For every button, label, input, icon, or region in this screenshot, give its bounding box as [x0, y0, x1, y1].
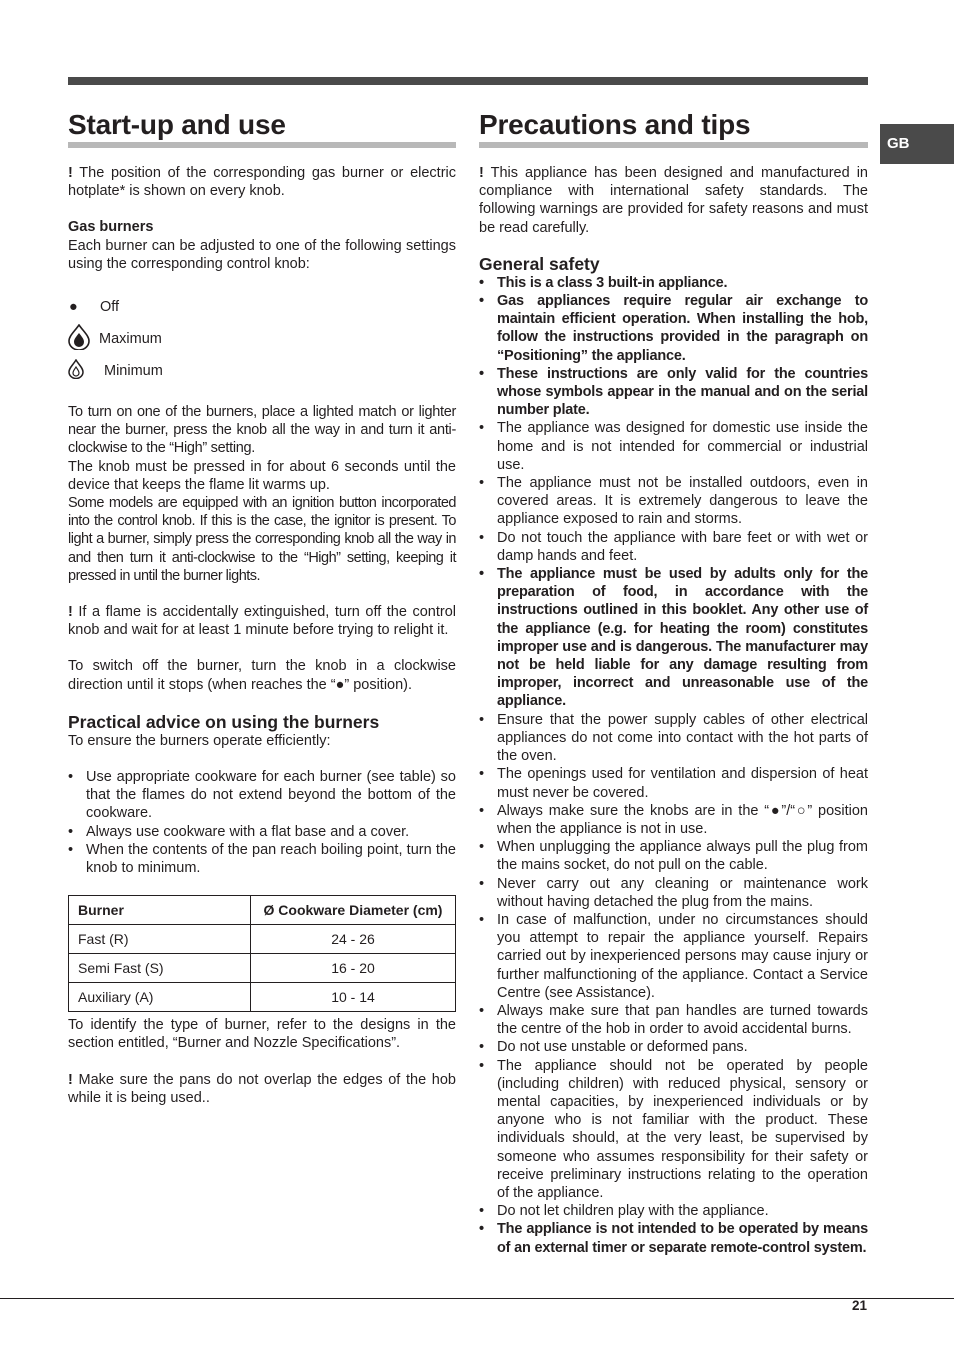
setting-off: ● Off: [69, 299, 120, 316]
pans-warning: ! Make sure the pans do not overlap the edges of the hob while it is being used..: [68, 1071, 456, 1106]
precautions-intro: ! This appliance has been designed and manufactured in compliance with international safety standards. The following warnings are provided for safety reasons and must be read carefully.: [479, 165, 868, 236]
setting-minimum: Minimum: [68, 355, 456, 387]
left-column: [68, 110, 456, 1107]
table-cell: Fast (R): [69, 925, 251, 954]
table-header-burner: Burner: [69, 896, 251, 925]
general-safety-heading: General safety: [479, 253, 600, 274]
flame-warning: ! If a flame is accidentally extinguished, turn off the control knob and wait for at least 1 minute before trying to relight it.: [68, 604, 456, 639]
section-title-startup: Start-up and use: [68, 110, 456, 148]
table-cell: Semi Fast (S): [69, 954, 251, 983]
identify-paragraph: To identify the type of burner, refer to the designs in the section entitled, “Burner and Nozzle Specifications”.: [68, 1017, 456, 1052]
list-item: • Never carry out any cleaning or maintenance work without having detached the plug from the mains.: [479, 875, 868, 911]
setting-maximum: Maximum: [68, 323, 456, 355]
list-item: • Always use cookware with a flat base and a cover.: [68, 823, 456, 841]
list-item: • This is a class 3 built-in appliance.: [479, 274, 868, 292]
small-flame-icon: [68, 359, 92, 383]
right-column: [479, 110, 868, 1257]
list-item: • Do not let children play with the appliance.: [479, 1202, 868, 1220]
table-cell: 16 - 20: [251, 954, 456, 983]
advice-heading: Practical advice on using the burners: [68, 711, 380, 732]
off-dot-icon: ●: [69, 299, 78, 316]
list-item: • Always make sure the knobs are in the “●”/“○” position when the appliance is not in use.: [479, 802, 868, 838]
page-number: 21: [852, 1298, 868, 1313]
large-flame-icon: [68, 324, 92, 354]
intro-paragraph: ! The position of the corresponding gas burner or electric hotplate* is shown on every knob.: [68, 165, 456, 200]
table-cell: 24 - 26: [251, 925, 456, 954]
list-item: • Always make sure that pan handles are turned towards the centre of the hob in order to avoid accidental burns.: [479, 1002, 868, 1038]
footer-rule: [0, 1298, 954, 1299]
list-item: • Gas appliances require regular air exchange to maintain efficient operation. When installing the hob, follow the instructions provided in the paragraph on “Positioning” the appliance.: [479, 292, 868, 365]
safety-list: [479, 274, 868, 1257]
table-header-diameter: Ø Cookware Diameter (cm): [251, 896, 456, 925]
advice-list: [68, 768, 456, 877]
table-cell: 10 - 14: [251, 983, 456, 1012]
list-item: • The openings used for ventilation and dispersion of heat must never be covered.: [479, 765, 868, 801]
list-item: • Do not touch the appliance with bare feet or with wet or damp hands and feet.: [479, 529, 868, 565]
list-item: • The appliance must not be installed outdoors, even in covered areas. It is extremely dangerous to leave the appliance exposed to rain and storms.: [479, 474, 868, 529]
top-rule: [68, 77, 868, 85]
list-item: • When unplugging the appliance always pull the plug from the mains socket, do not pull on the cable.: [479, 838, 868, 874]
turn-on-paragraph-3: Some models are equipped with an ignition button incorporated into the control knob. If this is the case, the ignitor is present. To light a burner, simply press the corresponding knob all the way in and then turn it anti-clockwise to the “High” setting, keeping it pressed in until the burner lights.: [68, 495, 456, 584]
table-row: [69, 954, 456, 983]
turn-on-paragraph-1: To turn on one of the burners, place a lighted match or lighter near the burner, press the knob all the way in and turn it anti-clockwise to the “High” setting.: [68, 404, 456, 457]
gas-burners-text: Each burner can be adjusted to one of the following settings using the corresponding control knob:: [68, 237, 456, 272]
list-item: • In case of malfunction, under no circumstances should you attempt to repair the appliance yourself. Repairs carried out by inexperienced persons may cause injury or further malfunctioning of the appliance. Contact a Service Centre (see Assistance).: [479, 911, 868, 1002]
list-item: • The appliance must be used by adults only for the preparation of food, in accordance with the instructions outlined in this booklet. Any other use of the appliance (e.g. for heating the room) constitutes improper use and is dangerous. The manufacturer may not be held liable for any damage resulting from improper, incorrect and unreasonable use of the appliance.: [479, 565, 868, 711]
cookware-table: [68, 895, 456, 1012]
list-item: • The appliance was designed for domestic use inside the home and is not intended for commercial or industrial use.: [479, 419, 868, 474]
list-item: • When the contents of the pan reach boiling point, turn the knob to minimum.: [68, 841, 456, 877]
list-item: • Use appropriate cookware for each burner (see table) so that the flames do not extend beyond the bottom of the cookware.: [68, 768, 456, 823]
list-item: • The appliance should not be operated by people (including children) with reduced physical, sensory or mental capacities, by inexperienced individuals or by anyone who is not familiar with the product. These individuals should, at the very least, be supervised by someone who assumes responsibility for their safety or receive preliminary instructions relating to the operation of the appliance.: [479, 1057, 868, 1203]
table-row: [69, 925, 456, 954]
list-item: • Do not use unstable or deformed pans.: [479, 1038, 868, 1056]
list-item: • The appliance is not intended to be operated by means of an external timer or separate remote-control system.: [479, 1220, 868, 1256]
list-item: • Ensure that the power supply cables of other electrical appliances do not come into contact with the hot parts of the oven.: [479, 711, 868, 766]
list-item: • These instructions are only valid for the countries whose symbols appear in the manual and on the serial number plate.: [479, 365, 868, 420]
section-title-precautions: Precautions and tips: [479, 110, 868, 148]
language-tab: GB: [880, 124, 954, 164]
turn-on-paragraph-2: The knob must be pressed in for about 6 seconds until the device that keeps the flame lit warms up.: [68, 458, 456, 493]
gas-burners-heading: Gas burners: [68, 219, 154, 236]
advice-intro: To ensure the burners operate efficiently:: [68, 732, 331, 749]
switch-off-paragraph: To switch off the burner, turn the knob in a clockwise direction until it stops (when reaches the “●” position).: [68, 658, 456, 693]
knob-settings-list: [68, 291, 456, 387]
table-row: [69, 983, 456, 1012]
table-cell: Auxiliary (A): [69, 983, 251, 1012]
table-header-row: [69, 896, 456, 925]
